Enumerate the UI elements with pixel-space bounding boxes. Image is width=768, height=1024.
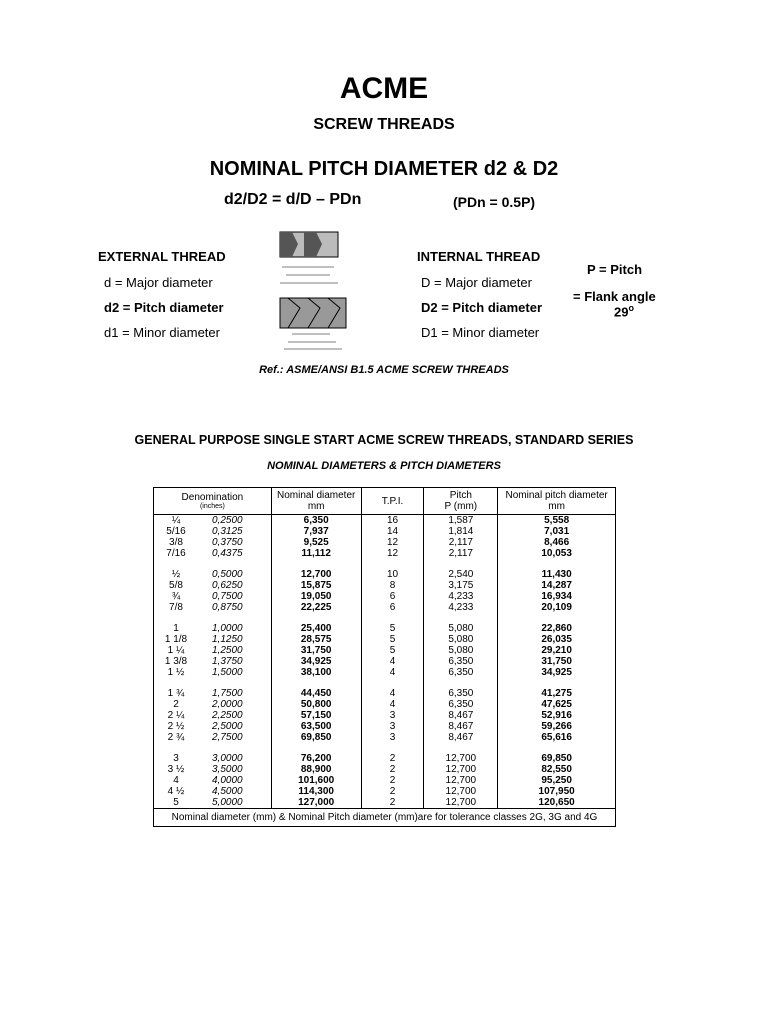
fraction-inches: 7/16: [166, 548, 186, 559]
tpi-cell: 2: [361, 753, 424, 764]
nominal-diameter-cell: 76,200: [271, 753, 361, 764]
pitch-diameter-cell: 120,650: [498, 797, 616, 809]
header-tpi: T.P.I.: [361, 488, 424, 515]
table-body: [154, 515, 616, 809]
table-row: [154, 656, 616, 667]
pitch-definition: P = Pitch: [587, 262, 643, 277]
fraction-inches: 1 ¾: [167, 688, 185, 699]
tpi-cell: 12: [361, 537, 424, 548]
table-row: [154, 699, 616, 710]
denomination-cell: [154, 526, 272, 537]
tpi-cell: 4: [361, 699, 424, 710]
denomination-cell: [154, 580, 272, 591]
decimal-inches: 0,7500: [212, 591, 243, 602]
denomination-cell: [154, 699, 272, 710]
pitch-diameter-cell: 31,750: [498, 656, 616, 667]
pitch-cell: 12,700: [424, 786, 498, 797]
denomination-cell: [154, 753, 272, 764]
tolerance-note: Nominal diameter (mm) & Nominal Pitch diameter (mm)are for tolerance classes 2G, 3G and 4G: [154, 809, 616, 827]
pitch-cell: 6,350: [424, 667, 498, 678]
denomination-cell: [154, 645, 272, 656]
table-row: [154, 775, 616, 786]
table-row: [154, 591, 616, 602]
denomination-cell: [154, 634, 272, 645]
nominal-diameter-cell: 50,800: [271, 699, 361, 710]
table-row: [154, 569, 616, 580]
decimal-inches: 0,8750: [212, 602, 243, 613]
pitch-diameter-cell: 82,550: [498, 764, 616, 775]
decimal-inches: 2,0000: [212, 699, 243, 710]
nominal-diameter-cell: 15,875: [271, 580, 361, 591]
denomination-cell: [154, 591, 272, 602]
denomination-cell: [154, 667, 272, 678]
denomination-cell: [154, 721, 272, 732]
decimal-inches: 1,3750: [212, 656, 243, 667]
pitch-diameter-cell: 10,053: [498, 548, 616, 559]
fraction-inches: 3 ½: [167, 764, 185, 775]
table-row: [154, 515, 616, 527]
table-row: [154, 634, 616, 645]
denomination-cell: [154, 548, 272, 559]
pitch-cell: 2,540: [424, 569, 498, 580]
pitch-cell: 4,233: [424, 591, 498, 602]
nominal-diameter-cell: 63,500: [271, 721, 361, 732]
tpi-cell: 5: [361, 623, 424, 634]
pitch-cell: 8,467: [424, 721, 498, 732]
fraction-inches: 4: [173, 775, 179, 786]
fraction-inches: 5/16: [166, 526, 186, 537]
pitch-cell: 2,117: [424, 548, 498, 559]
pitch-cell: 5,080: [424, 645, 498, 656]
tpi-cell: 2: [361, 764, 424, 775]
decimal-inches: 3,5000: [212, 764, 243, 775]
denomination-cell: [154, 569, 272, 580]
pitch-cell: 5,080: [424, 634, 498, 645]
fraction-inches: 1 3/8: [164, 656, 188, 667]
table-row: [154, 764, 616, 775]
pitch-diameter-cell: 20,109: [498, 602, 616, 613]
header-pitch: Pitch P (mm): [424, 488, 498, 515]
pitch-diameter-cell: 65,616: [498, 732, 616, 743]
group-spacer: [154, 678, 616, 688]
fraction-inches: 2 ½: [167, 721, 185, 732]
pitch-diameter-cell: 41,275: [498, 688, 616, 699]
fraction-inches: ¼: [171, 515, 181, 526]
nominal-diameter-cell: 88,900: [271, 764, 361, 775]
pitch-diameter-formula: d2/D2 = d/D – PDn: [224, 191, 362, 208]
nominal-diameter-cell: 31,750: [271, 645, 361, 656]
table-row: [154, 797, 616, 809]
nominal-diameter-cell: 22,225: [271, 602, 361, 613]
acme-thread-table: [153, 487, 616, 827]
thread-profile-diagram: [258, 222, 358, 352]
nominal-diameter-cell: 57,150: [271, 710, 361, 721]
decimal-inches: 1,7500: [212, 688, 243, 699]
decimal-inches: 0,5000: [212, 569, 243, 580]
pitch-diameter-cell: 16,934: [498, 591, 616, 602]
pdn-note: (PDn = 0.5P): [453, 194, 536, 210]
nominal-diameter-cell: 7,937: [271, 526, 361, 537]
decimal-inches: 5,0000: [212, 797, 243, 808]
tpi-cell: 2: [361, 797, 424, 809]
fraction-inches: 4 ½: [167, 786, 185, 797]
table-row: [154, 786, 616, 797]
pitch-cell: 6,350: [424, 688, 498, 699]
pitch-diameter-cell: 95,250: [498, 775, 616, 786]
flank-angle-definition: = Flank angle: [573, 289, 656, 304]
denomination-cell: [154, 764, 272, 775]
tpi-cell: 10: [361, 569, 424, 580]
pitch-diameter-cell: 69,850: [498, 753, 616, 764]
flank-angle-value: 29$^o$: [614, 303, 634, 320]
nominal-diameter-cell: 38,100: [271, 667, 361, 678]
internal-minor-diameter: D1 = Minor diameter: [421, 325, 540, 340]
decimal-inches: 1,1250: [212, 634, 243, 645]
nominal-diameter-cell: 12,700: [271, 569, 361, 580]
pitch-cell: 5,080: [424, 623, 498, 634]
tpi-cell: 3: [361, 732, 424, 743]
decimal-inches: 0,3125: [212, 526, 243, 537]
pitch-diameter-cell: 7,031: [498, 526, 616, 537]
group-spacer: [154, 743, 616, 753]
decimal-inches: 4,0000: [212, 775, 243, 786]
table-row: [154, 753, 616, 764]
table-row: [154, 667, 616, 678]
denomination-cell: [154, 537, 272, 548]
table-row: [154, 537, 616, 548]
page-subtitle: SCREW THREADS: [313, 116, 455, 133]
tpi-cell: 16: [361, 515, 424, 527]
decimal-inches: 4,5000: [212, 786, 243, 797]
nominal-diameter-cell: 44,450: [271, 688, 361, 699]
pitch-cell: 12,700: [424, 797, 498, 809]
pitch-cell: 8,467: [424, 732, 498, 743]
pitch-cell: 8,467: [424, 710, 498, 721]
decimal-inches: 0,6250: [212, 580, 243, 591]
fraction-inches: 1: [173, 623, 179, 634]
tpi-cell: 3: [361, 721, 424, 732]
denomination-cell: [154, 710, 272, 721]
external-thread-title: EXTERNAL THREAD: [98, 249, 226, 264]
denomination-cell: [154, 656, 272, 667]
pitch-diameter-cell: 52,916: [498, 710, 616, 721]
pitch-cell: 1,587: [424, 515, 498, 527]
nominal-diameter-cell: 19,050: [271, 591, 361, 602]
table-row: [154, 732, 616, 743]
fraction-inches: ¾: [171, 591, 181, 602]
group-spacer: [154, 559, 616, 569]
denomination-cell: [154, 732, 272, 743]
denomination-cell: [154, 602, 272, 613]
tpi-cell: 12: [361, 548, 424, 559]
fraction-inches: 1 ½: [167, 667, 185, 678]
pitch-diameter-cell: 34,925: [498, 667, 616, 678]
nominal-diameter-cell: 114,300: [271, 786, 361, 797]
internal-major-diameter: D = Major diameter: [421, 275, 532, 290]
table-row: [154, 710, 616, 721]
tpi-cell: 5: [361, 634, 424, 645]
pitch-cell: 1,814: [424, 526, 498, 537]
tpi-cell: 4: [361, 656, 424, 667]
decimal-inches: 0,3750: [212, 537, 243, 548]
decimal-inches: 2,7500: [212, 732, 243, 743]
pitch-diameter-cell: 14,287: [498, 580, 616, 591]
table-header-row: [154, 488, 616, 515]
fraction-inches: 2 ¼: [167, 710, 185, 721]
internal-pitch-diameter: D2 = Pitch diameter: [421, 300, 543, 315]
decimal-inches: 2,2500: [212, 710, 243, 721]
denomination-cell: [154, 623, 272, 634]
pitch-cell: 6,350: [424, 699, 498, 710]
fraction-inches: 5/8: [169, 580, 183, 591]
nominal-diameter-cell: 127,000: [271, 797, 361, 809]
table-subtitle: NOMINAL DIAMETERS & PITCH DIAMETERS: [267, 460, 501, 472]
nominal-diameter-cell: 34,925: [271, 656, 361, 667]
pitch-cell: 12,700: [424, 753, 498, 764]
table-row: [154, 623, 616, 634]
tpi-cell: 14: [361, 526, 424, 537]
denomination-cell: [154, 797, 272, 809]
table-row: [154, 721, 616, 732]
tpi-cell: 4: [361, 667, 424, 678]
group-spacer: [154, 613, 616, 623]
nominal-diameter-cell: 28,575: [271, 634, 361, 645]
denomination-cell: [154, 515, 272, 527]
pitch-diameter-cell: 5,558: [498, 515, 616, 527]
nominal-diameter-cell: 9,525: [271, 537, 361, 548]
decimal-inches: 0,4375: [212, 548, 243, 559]
denomination-cell: [154, 775, 272, 786]
table-title: GENERAL PURPOSE SINGLE START ACME SCREW THREADS, STANDARD SERIES: [134, 433, 634, 447]
tpi-cell: 5: [361, 645, 424, 656]
pitch-diameter-cell: 8,466: [498, 537, 616, 548]
pitch-cell: 12,700: [424, 764, 498, 775]
reference-note: Ref.: ASME/ANSI B1.5 ACME SCREW THREADS: [259, 364, 509, 376]
fraction-inches: 1 1/8: [164, 634, 188, 645]
page-title: ACME: [339, 72, 429, 105]
fraction-inches: 3/8: [169, 537, 183, 548]
denomination-cell: [154, 688, 272, 699]
decimal-inches: 1,0000: [212, 623, 243, 634]
table-row: [154, 602, 616, 613]
fraction-inches: 7/8: [169, 602, 183, 613]
pitch-diameter-cell: 26,035: [498, 634, 616, 645]
header-nominal-pitch-diameter: Nominal pitch diameter mm: [498, 488, 616, 515]
nominal-diameter-cell: 69,850: [271, 732, 361, 743]
decimal-inches: 2,5000: [212, 721, 243, 732]
nominal-diameter-cell: 25,400: [271, 623, 361, 634]
pitch-diameter-cell: 29,210: [498, 645, 616, 656]
pitch-diameter-cell: 11,430: [498, 569, 616, 580]
pitch-cell: 3,175: [424, 580, 498, 591]
decimal-inches: 1,5000: [212, 667, 243, 678]
table-row: [154, 526, 616, 537]
tpi-cell: 2: [361, 775, 424, 786]
fraction-inches: 5: [173, 797, 179, 808]
tpi-cell: 2: [361, 786, 424, 797]
pitch-diameter-cell: 107,950: [498, 786, 616, 797]
pitch-cell: 6,350: [424, 656, 498, 667]
internal-thread-title: INTERNAL THREAD: [417, 249, 541, 264]
table-row: [154, 688, 616, 699]
pitch-diameter-cell: 22,860: [498, 623, 616, 634]
section-heading: NOMINAL PITCH DIAMETER d2 & D2: [209, 158, 559, 180]
fraction-inches: 1 ¼: [167, 645, 185, 656]
tpi-cell: 6: [361, 591, 424, 602]
decimal-inches: 0,2500: [212, 515, 243, 526]
fraction-inches: 3: [173, 753, 179, 764]
external-pitch-diameter: d2 = Pitch diameter: [104, 300, 224, 315]
tpi-cell: 6: [361, 602, 424, 613]
tpi-cell: 4: [361, 688, 424, 699]
pitch-cell: 12,700: [424, 775, 498, 786]
header-denomination: Denomination (inches): [154, 488, 272, 515]
decimal-inches: 3,0000: [212, 753, 243, 764]
nominal-diameter-cell: 6,350: [271, 515, 361, 527]
pitch-diameter-cell: 59,266: [498, 721, 616, 732]
fraction-inches: 2 ¾: [167, 732, 185, 743]
pitch-diameter-cell: 47,625: [498, 699, 616, 710]
fraction-inches: ½: [171, 569, 181, 580]
pitch-cell: 2,117: [424, 537, 498, 548]
denomination-cell: [154, 786, 272, 797]
pitch-cell: 4,233: [424, 602, 498, 613]
fraction-inches: 2: [173, 699, 179, 710]
nominal-diameter-cell: 101,600: [271, 775, 361, 786]
external-major-diameter: d = Major diameter: [104, 275, 213, 290]
tpi-cell: 8: [361, 580, 424, 591]
table-row: [154, 645, 616, 656]
external-minor-diameter: d1 = Minor diameter: [104, 325, 220, 340]
nominal-diameter-cell: 11,112: [271, 548, 361, 559]
table-row: [154, 580, 616, 591]
header-nominal-diameter: Nominal diameter mm: [271, 488, 361, 515]
table-row: [154, 548, 616, 559]
decimal-inches: 1,2500: [212, 645, 243, 656]
tpi-cell: 3: [361, 710, 424, 721]
table-footer-row: [154, 809, 616, 827]
